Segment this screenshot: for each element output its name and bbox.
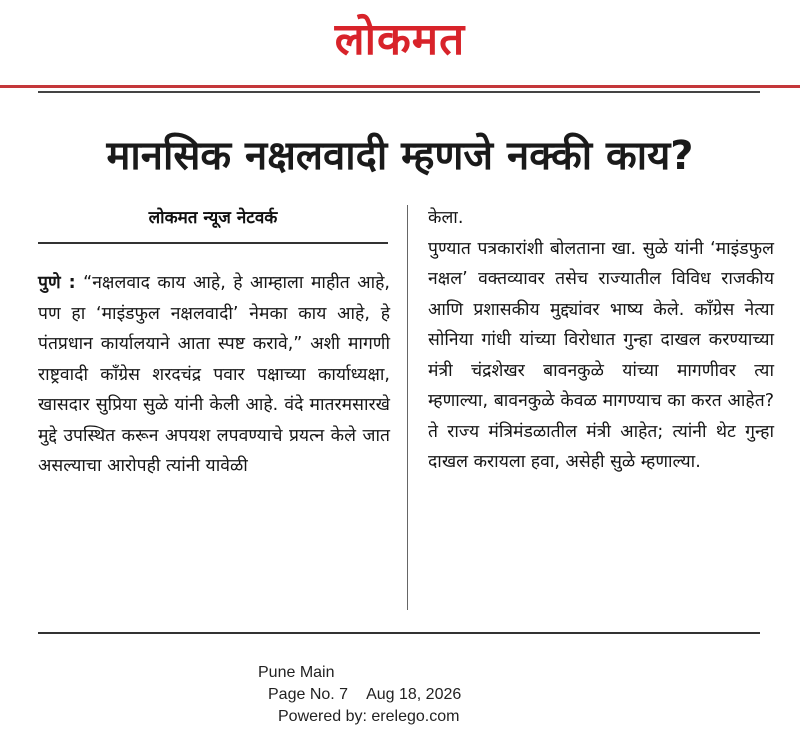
footer-edition: Pune Main [258,664,335,681]
column-divider [407,205,408,610]
article-dateline: पुणे : [38,273,76,293]
article-continuation: केला. [428,208,464,228]
masthead [0,0,800,92]
page-footer [258,662,461,728]
footer-powered-by: Powered by: erelego.com [278,708,460,725]
article-byline: लोकमत न्यूज नेटवर्क [148,208,278,228]
lokmat-logo: लोकमत [334,14,466,65]
footer-divider [38,632,760,634]
byline-divider [38,242,388,244]
footer-page-number: Page No. 7 [268,686,349,703]
footer-date: Aug 18, 2026 [366,686,462,703]
article-column-left [38,268,390,482]
article-body-right: पुण्यात पत्रकारांशी बोलताना खा. सुळे यांनी ‘माइंडफुल नक्षल’ वक्तव्यावर तसेच राज्यातील विविध राजकीय आणि प्रशासकीय मुद्द्यांवर भाष्य केले. काँग्रेस नेत्या सोनिया गांधी यांच्या विरोधात गुन्हा दाखल करण्याच्या मंत्री चंद्रशेखर बावनकुळे यांच्या मागणीवर त्या म्हणाल्या, बावनकुळे केवळ मागण्याच का करत आहेत? ते राज्य मंत्रिमंडळातील मंत्री आहेत; त्यांनी थेट गुन्हा दाखल करायला हवा, असेही सुळे म्हणाल्या. [428,238,774,472]
masthead-rule-secondary [38,91,760,93]
article-body-left: “नक्षलवाद काय आहे, हे आम्हाला माहीत आहे, पण हा ‘माइंडफुल नक्षलवादी’ नेमका काय आहे, हे पंतप्रधान कार्यालयाने आता स्पष्ट करावे,” अशी मागणी राष्ट्रवादी काँग्रेस शरदचंद्र पवार पक्षाच्या कार्याध्यक्षा, खासदार सुप्रिया सुळे यांनी केली आहे. वंदे मातरमसारखे मुद्दे उपस्थित करून अपयश लपवण्याचे प्रयत्न केले जात असल्याचा आरोपही त्यांनी यावेळी [38,273,390,476]
article-column-right [428,203,774,478]
article-headline: मानसिक नक्षलवादी म्हणजे नक्की काय? [106,133,694,179]
masthead-rule [0,85,800,88]
